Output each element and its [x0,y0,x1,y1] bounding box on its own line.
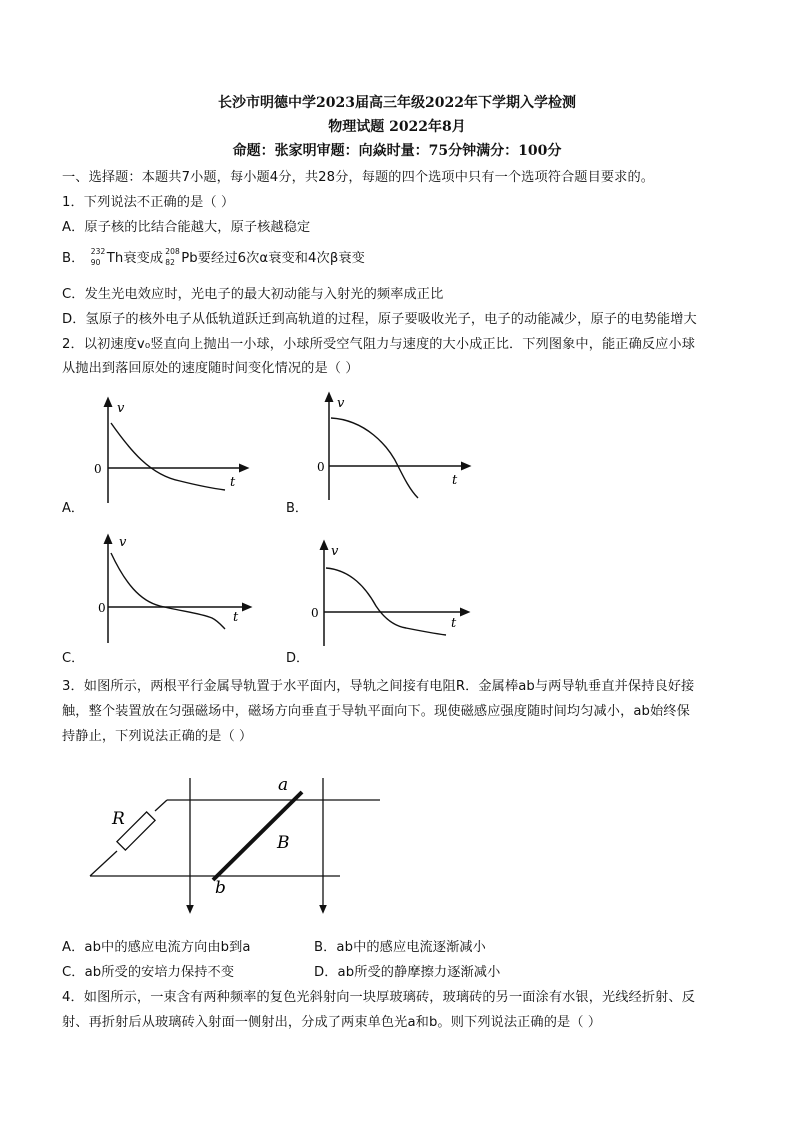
q1-b-mid: 衰变成 [123,251,164,266]
graph-b-label: B． [286,501,308,516]
graph-d-zero: 0 [311,606,319,620]
graph-d [306,538,476,658]
graph-b [300,390,475,510]
q1-option-d: D．氢原子的核外电子从低轨道跃迁到高轨道的过程，原子要吸收光子，电子的动能减少，原子的电势能增大 [62,312,697,327]
thorium-symbol: Th [106,251,124,266]
q1-stem: 1．下列说法不正确的是（ ） [62,195,235,210]
lead-nuclide: 208 82 [165,247,180,267]
graph-a-zero: 0 [94,462,102,476]
graph-d-v-label: v [331,544,339,559]
graph-c [90,533,260,653]
q3-option-d: D．ab所受的静摩擦力逐渐减小 [314,965,501,980]
q1-option-c: C．发生光电效应时，光电子的最大初动能与入射光的频率成正比 [62,287,444,302]
q2-stem-line1: 2．以初速度v₀竖直向上抛出一小球，小球所受空气阻力与速度的大小成正比．下列图象中，能正确反应小球 [62,337,696,352]
label-b: b [215,878,226,898]
q3-option-a: A．ab中的感应电流方向由b到a [62,940,251,955]
label-a: a [278,775,289,795]
q3-stem-line2: 触，整个装置放在匀强磁场中，磁场方向垂直于导轨平面向下。现使磁感应强度随时间均匀减小，ab始终保 [62,704,690,719]
label-field-b: B [277,833,290,853]
q1-option-a: A．原子核的比结合能越大，原子核越稳定 [62,220,311,235]
label-r: R [112,809,125,829]
exam-meta: 命题：张家明审题：向焱时量：75分钟满分：100分 [232,143,562,159]
thorium-nuclide: 232 90 [90,247,106,267]
graph-b-v-label: v [337,396,345,411]
q2-stem-line2: 从抛出到落回原处的速度随时间变化情况的是（ ） [62,361,359,376]
q3-option-c: C．ab所受的安培力保持不变 [62,965,235,980]
exam-subtitle: 物理试题 2022年8月 [328,119,466,135]
rail-figure [80,768,400,918]
graph-a-v-label: v [117,401,125,416]
graph-b-zero: 0 [317,460,325,474]
exam-title: 长沙市明德中学2023届高三年级2022年下学期入学检测 [218,95,576,111]
q1-option-b [62,247,365,266]
q3-stem-line1: 3．如图所示，两根平行金属导轨置于水平面内，导轨之间接有电阻R．金属棒ab与两导轨垂直并保持良好接 [62,679,695,694]
q1-b-prefix: B． [62,251,85,266]
lead-symbol: Pb [181,251,198,266]
section-title: 一、选择题：本题共7小题，每小题4分，共28分，每题的四个选项中只有一个选项符合题目要求的。 [62,170,655,185]
q1-b-suffix: 要经过6次α衰变和4次β衰变 [197,251,365,266]
graph-c-zero: 0 [98,601,106,615]
graph-d-t-label: t [451,616,457,631]
graph-d-label: D． [286,651,310,666]
q3-stem-line3: 持静止，下列说法正确的是（ ） [62,729,253,744]
q3-option-b: B．ab中的感应电流逐渐减小 [314,940,486,955]
graph-a [90,395,260,515]
graph-a-t-label: t [230,475,236,490]
q4-stem-line2: 射、再折射后从玻璃砖入射面一侧射出，分成了两束单色光a和b。则下列说法正确的是（ ） [62,1015,602,1030]
graph-b-t-label: t [452,473,458,488]
graph-c-v-label: v [119,535,127,550]
graph-a-label: A． [62,501,84,516]
graph-c-label: C． [62,651,85,666]
q4-stem-line1: 4．如图所示，一束含有两种频率的复色光斜射向一块厚玻璃砖，玻璃砖的另一面涂有水银，光线经折射、反 [62,990,695,1005]
graph-c-t-label: t [233,610,239,625]
